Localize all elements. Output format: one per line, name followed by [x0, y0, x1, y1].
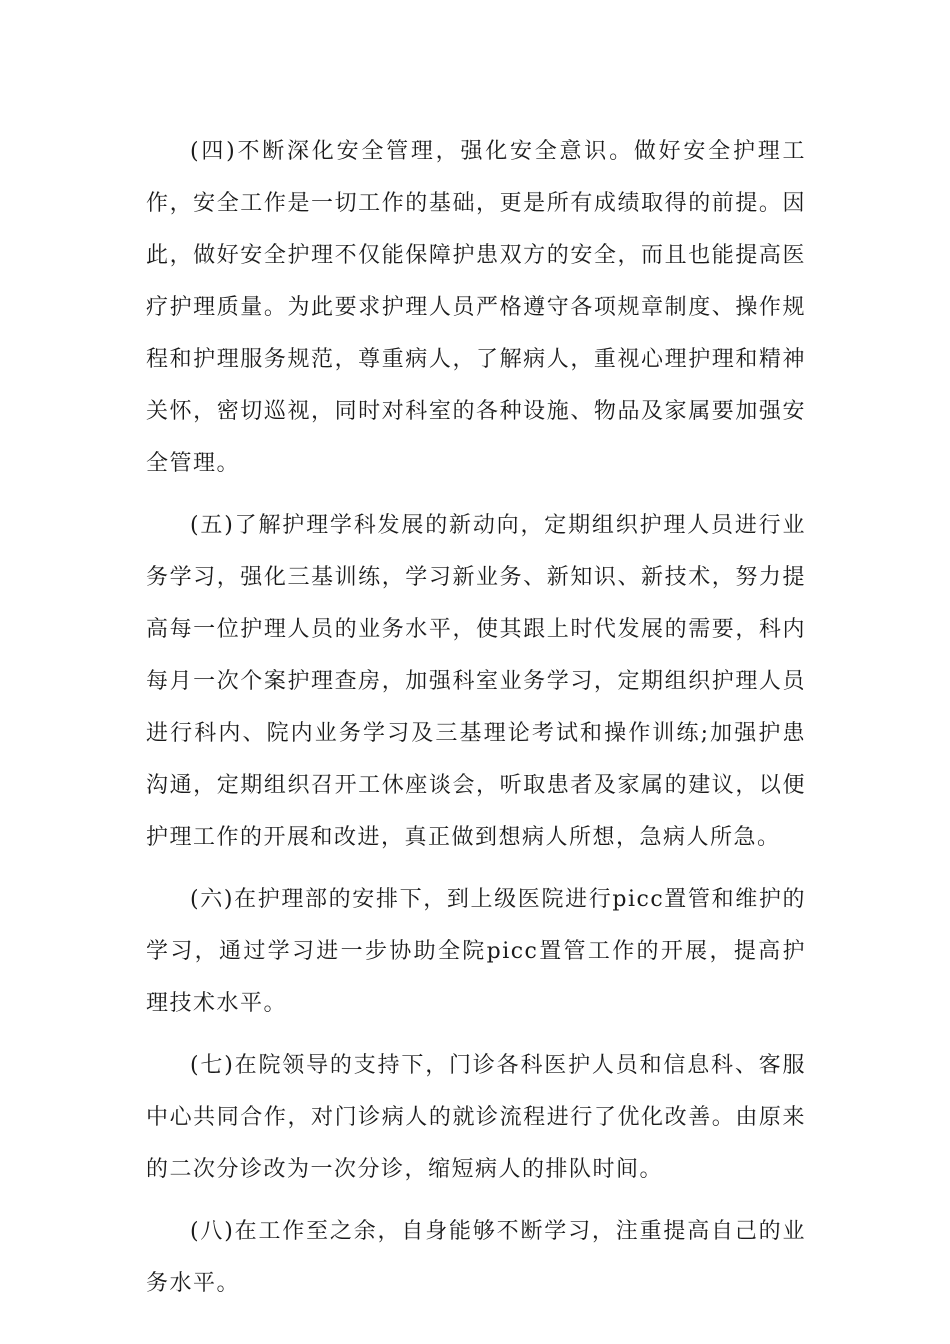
paragraph-picc-training: (六)在护理部的安排下，到上级医院进行picc置管和维护的学习，通过学习进一步协助全院picc置管工作的开展，提高护理技术水平。	[146, 887, 806, 1016]
paragraph-nursing-development: (五)了解护理学科发展的新动向，定期组织护理人员进行业务学习，强化三基训练，学习新业务、新知识、新技术，努力提高每一位护理人员的业务水平，使其跟上时代发展的需要，科内每月一次个案护理查房，加强科室业务学习，定期组织护理人员进行科内、院内业务学习及三基理论考试和操作训练;加强护患沟通，定期组织召开工休座谈会，听取患者及家属的建议，以便护理工作的开展和改进，真正做到想病人所想，急病人所急。	[146, 513, 806, 850]
paragraph-self-study: (八)在工作至之余，自身能够不断学习，注重提高自己的业务水平。	[146, 1219, 806, 1296]
paragraph-outpatient-process: (七)在院领导的支持下，门诊各科医护人员和信息科、客服中心共同合作，对门诊病人的就诊流程进行了优化改善。由原来的二次分诊改为一次分诊，缩短病人的排队时间。	[146, 1053, 806, 1182]
document-body	[146, 126, 806, 1320]
paragraph-safety-management: (四)不断深化安全管理，强化安全意识。做好安全护理工作，安全工作是一切工作的基础，更是所有成绩取得的前提。因此，做好安全护理不仅能保障护患双方的安全，而且也能提高医疗护理质量。为此要求护理人员严格遵守各项规章制度、操作规程和护理服务规范，尊重病人，了解病人，重视心理护理和精神关怀，密切巡视，同时对科室的各种设施、物品及家属要加强安全管理。	[146, 139, 806, 476]
